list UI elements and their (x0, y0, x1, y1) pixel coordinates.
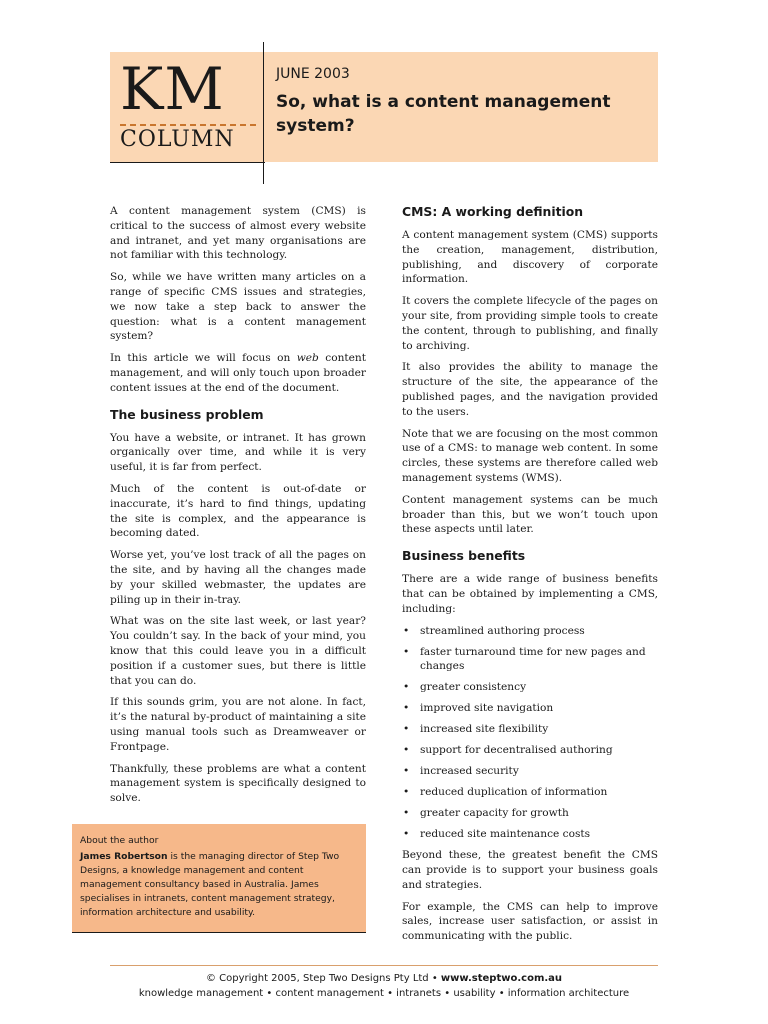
about-author-content (80, 834, 362, 920)
benefit-item (402, 827, 658, 842)
benefits-intro: There are a wide range of business benefits that can be obtained by implementing a CMS, including: (402, 573, 658, 615)
benefit-item (402, 806, 658, 821)
bullet-icon: • (403, 624, 410, 637)
intro-paragraph-2: So, while we have written many articles on a range of specific CMS issues and strategies, we now take a step back to answer the question: what is a content management system? (110, 271, 366, 343)
problem-paragraph-6: Thankfully, these problems are what a content management system is specifically designed to solve. (110, 762, 366, 805)
definition-paragraph-4: Note that we are focusing on the most common use of a CMS: to manage web content. In some circles, these systems are therefore called web management systems (WMS). (402, 427, 658, 484)
problem-paragraph-1: You have a website, or intranet. It has grown organically over time, and while it is very useful, it is far from perfect. (110, 431, 366, 474)
author-bio-text: is the managing director of Step Two Designs, a knowledge management and content management consultancy based in Australia. James specialises in intranets, content management strategy, information architecture and usability. (80, 851, 340, 918)
left-column (110, 204, 366, 813)
bullet-icon: • (403, 765, 410, 778)
intro-paragraph-1: A content management system (CMS) is critical to the success of almost every website and intranet, and yet many organisations are not familiar with this technology. (110, 205, 366, 262)
closing-paragraph-2: For example, the CMS can help to improve sales, increase user satisfaction, or assist in communicating with the public. (402, 900, 658, 943)
bullet-icon: • (403, 681, 410, 694)
benefits-heading: Business benefits (402, 548, 526, 564)
definition-paragraph-2: It covers the complete lifecycle of the pages on your site, from providing simple tools to create the content, through to publishing, and finally to archiving. (402, 295, 658, 352)
problem-paragraph-3: Worse yet, you’ve lost track of all the pages on the site, and by having all the changes made by your skilled webmaster, the updates are piling up in their in-tray. (110, 549, 366, 606)
bullet-icon: • (403, 828, 410, 841)
problem-paragraph-5: If this sounds grim, you are not alone. In fact, it’s the natural by-product of maintaining a site using manual tools such as Dreamweaver or Frontpage. (110, 696, 366, 753)
benefit-text: greater capacity for growth (420, 807, 569, 820)
author-name: James Robertson (80, 851, 168, 862)
benefit-item (402, 743, 658, 758)
bullet-icon: • (403, 723, 410, 736)
footer-topics: knowledge management • content management • intranets • usability • information architecture (138, 988, 630, 999)
benefit-item (402, 624, 658, 639)
benefit-text: increased site flexibility (420, 723, 549, 736)
right-column (402, 204, 658, 951)
footer-copyright (0, 972, 768, 986)
bullet-icon: • (403, 786, 410, 799)
benefit-text: improved site navigation (420, 702, 554, 715)
benefit-text: reduced site maintenance costs (420, 828, 591, 841)
benefit-text: faster turnaround time for new pages and changes (420, 645, 646, 673)
benefit-item (402, 785, 658, 800)
copyright-text: © Copyright 2005, Step Two Designs Pty Ltd • (205, 973, 441, 984)
footer-rule (110, 965, 658, 966)
definition-heading: CMS: A working definition (402, 204, 584, 219)
benefit-text: increased security (420, 765, 519, 778)
benefit-text: support for decentralised authoring (420, 744, 613, 757)
definition-paragraph-1: A content management system (CMS) supports the creation, management, distribution, publishing, and discovery of corporate information. (402, 229, 658, 286)
header-divider-horizontal (110, 162, 265, 163)
benefit-item (402, 722, 658, 737)
benefit-text: streamlined authoring process (420, 624, 585, 637)
benefits-list (402, 624, 658, 842)
problem-paragraph-4: What was on the site last week, or last year? You couldn’t say. In the back of your mind, you know that this could leave you in a difficult position if a customer sues, but there is little that you can do. (110, 615, 366, 687)
benefit-item (402, 764, 658, 779)
bullet-icon: • (403, 744, 410, 757)
about-author-heading: About the author (80, 835, 159, 846)
benefit-item (402, 680, 658, 695)
logo-km: KM (120, 55, 225, 123)
logo-dashed-rule (120, 124, 256, 126)
benefit-text: reduced duplication of information (420, 786, 608, 799)
emphasis-web: web (296, 352, 319, 365)
definition-paragraph-3: It also provides the ability to manage the structure of the site, the appearance of the published pages, and the navigation provided to the users. (402, 361, 658, 418)
footer-url-link[interactable]: www.steptwo.com.au (440, 973, 563, 984)
intro-paragraph-3: In this article we will focus on web content management, and will only touch upon broader content issues at the end of the document. (110, 352, 367, 394)
bullet-icon: • (403, 807, 410, 820)
bullet-icon: • (403, 645, 410, 658)
definition-paragraph-5: Content management systems can be much broader than this, but we won’t touch upon these aspects until later. (402, 493, 658, 536)
closing-paragraph-1: Beyond these, the greatest benefit the CMS can provide is to support your business goals and strategies. (402, 849, 658, 891)
article-title: So, what is a content management system? (276, 92, 611, 136)
benefit-item (402, 701, 658, 716)
issue-date: JUNE 2003 (276, 66, 350, 82)
problem-paragraph-2: Much of the content is out-of-date or inaccurate, it’s hard to find things, updating the site is complex, and the appearance is becoming dated. (110, 482, 366, 540)
bullet-icon: • (403, 702, 410, 715)
about-author-box (72, 824, 366, 933)
about-author-bio (80, 850, 362, 920)
benefit-item (402, 645, 658, 675)
benefit-text: greater consistency (420, 681, 527, 694)
business-problem-heading: The business problem (110, 406, 264, 422)
logo-column: COLUMN (120, 127, 235, 152)
